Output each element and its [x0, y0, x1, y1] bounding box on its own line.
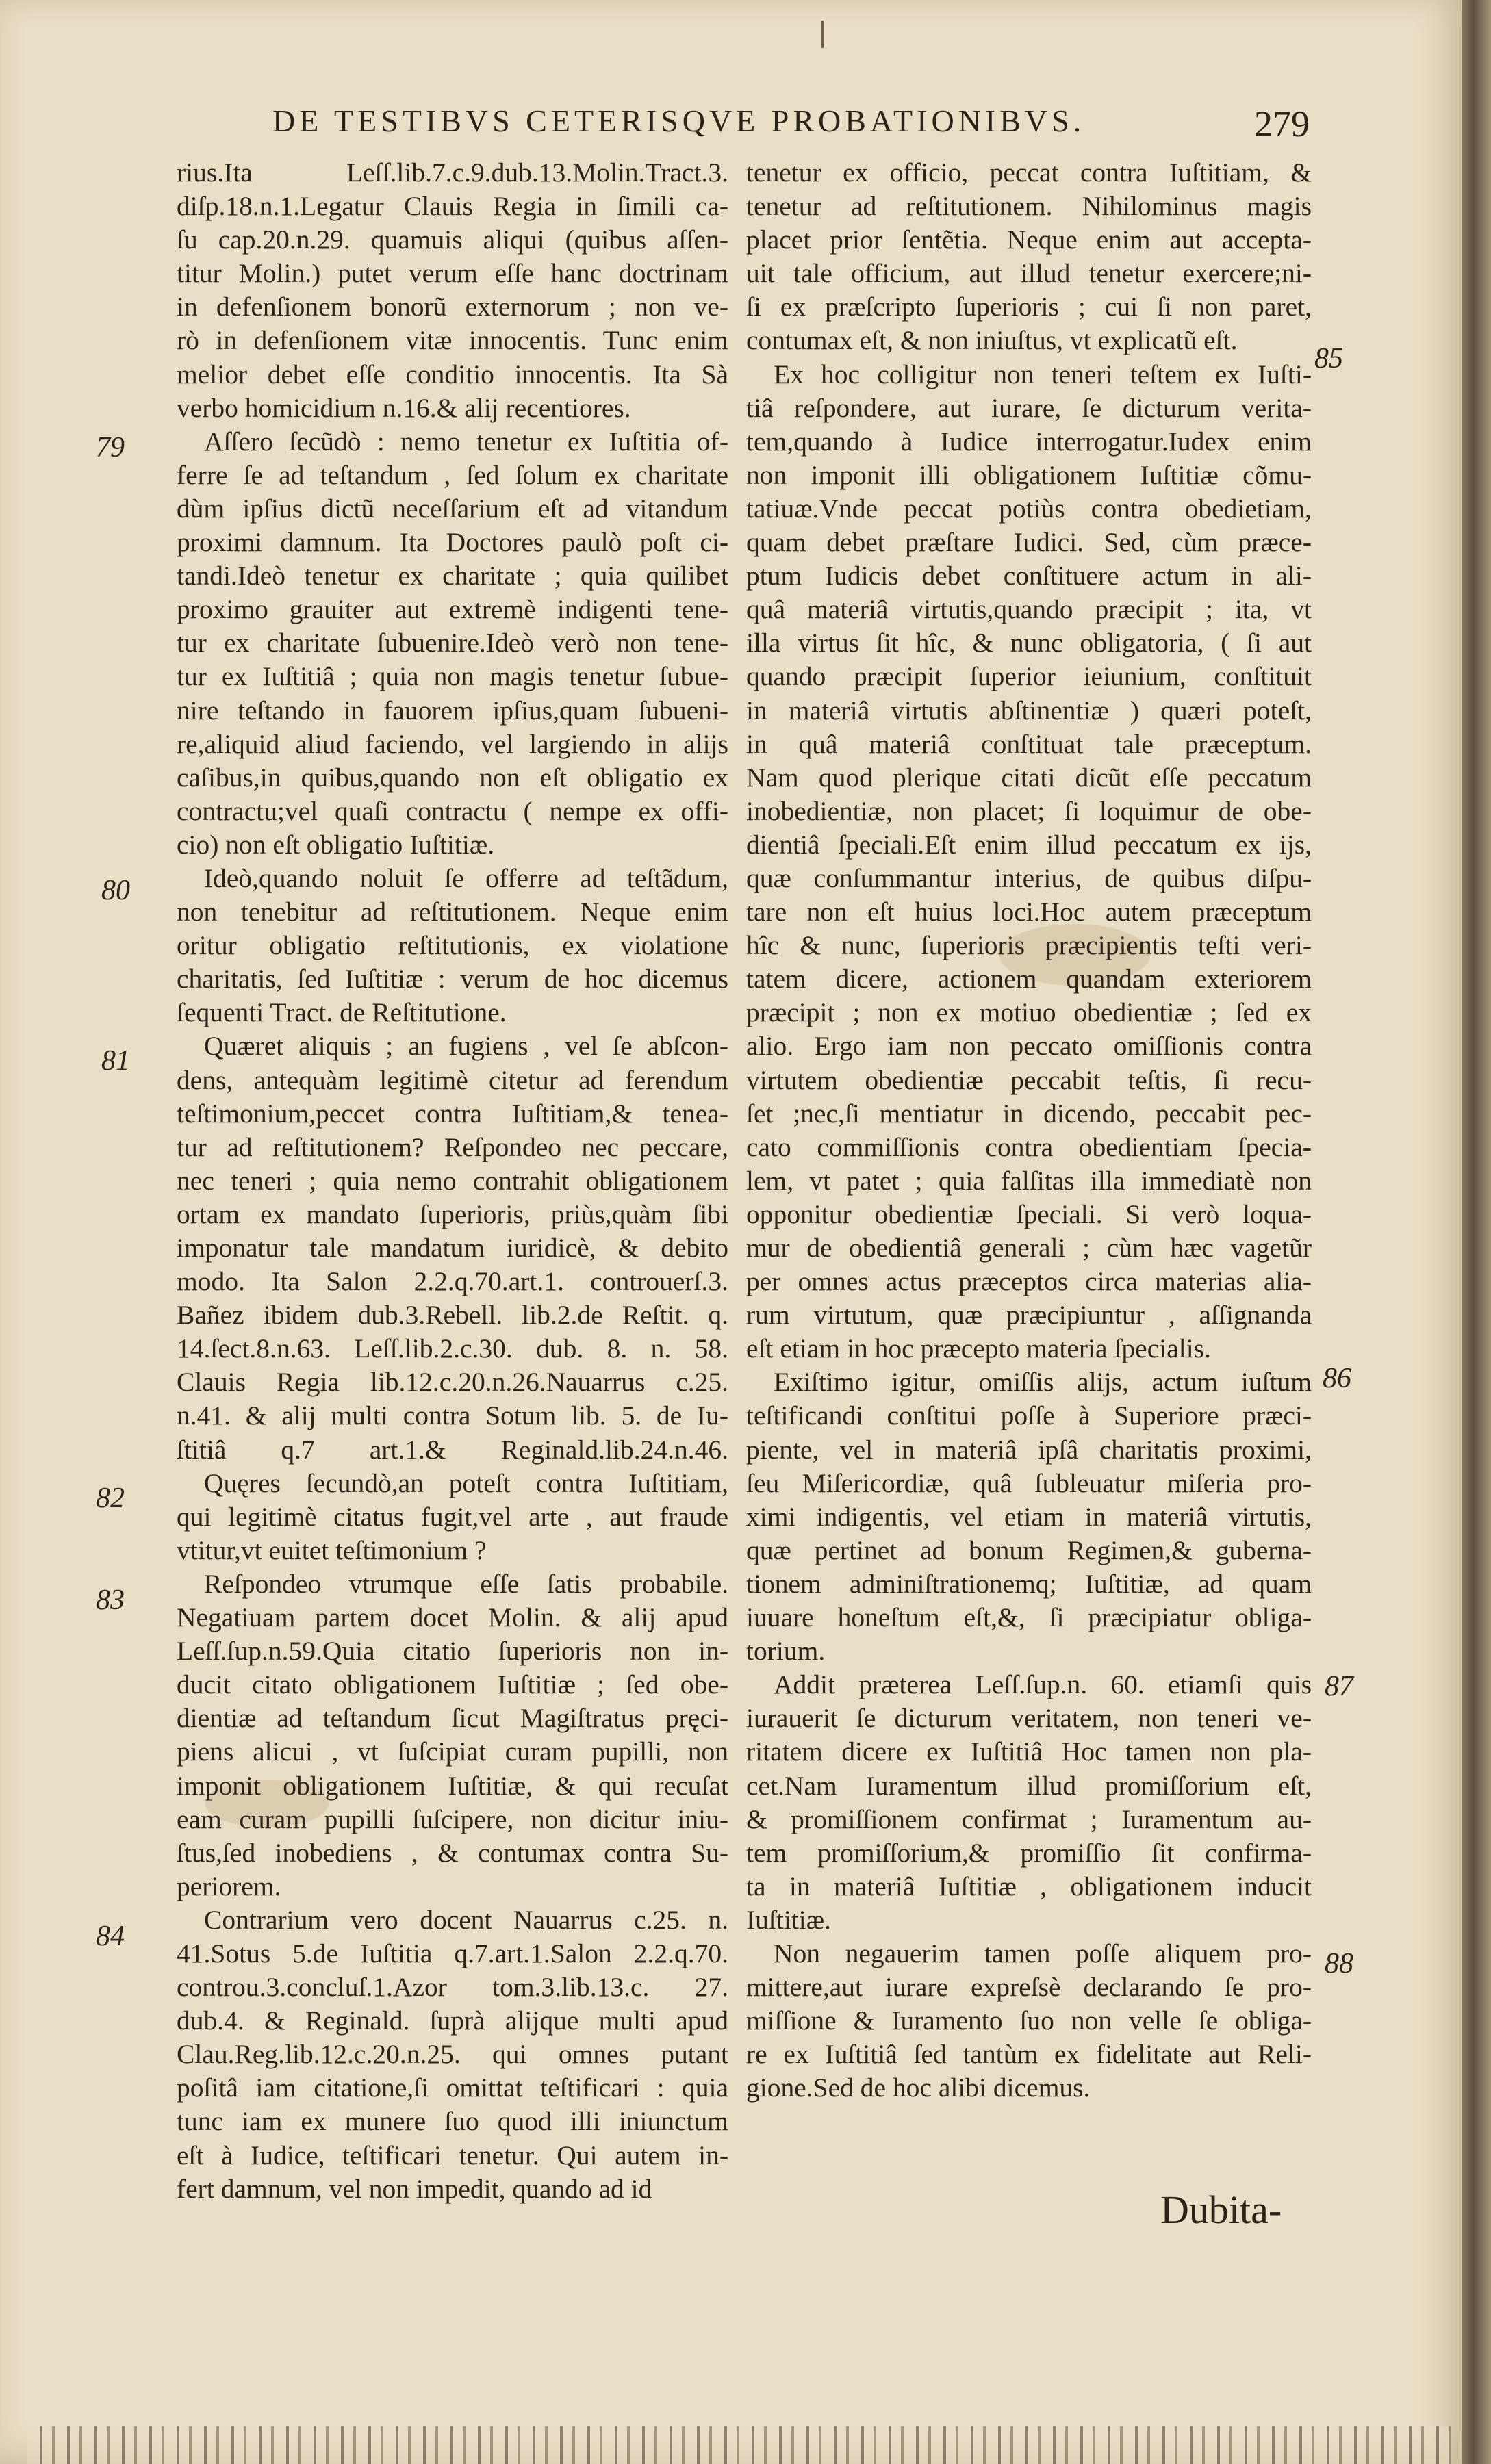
- text-line: ſequenti Tract. de Reſtitutione.: [177, 997, 507, 1028]
- text-line: ptum Iudicis debet conſtituere actum in ali-: [746, 561, 1312, 591]
- text-line: quæ pertinet ad bonum Regimen,& guberna-: [746, 1535, 1312, 1565]
- text-line: imponit obligationem Iuſtitiæ, & qui recuſat: [177, 1770, 728, 1801]
- page-number: 279: [1254, 103, 1310, 144]
- text-line: per omnes actus præceptos circa materias alia-: [746, 1266, 1312, 1297]
- text-line: verbo homicidium n.16.& alij recentiores.: [177, 392, 631, 423]
- text-line: tur ex Iuſtitiâ ; quia non magis tenetur ſubue-: [177, 661, 728, 692]
- text-line: quæ conſummantur interius, de quibus diſpu-: [746, 862, 1312, 893]
- text-line: fert damnum, vel non impedit, quando ad id: [177, 2173, 652, 2204]
- text-line: proximi damnum. Ita Doctores paulò poſt ci-: [177, 527, 728, 558]
- text-line: virtutem obedientiæ peccabit teſtis, ſi recu-: [746, 1064, 1312, 1095]
- text-line: eſt etiam in hoc præcepto materia ſpecialis.: [746, 1333, 1211, 1364]
- text-line: periorem.: [177, 1871, 281, 1901]
- text-line: ferre ſe ad teſtandum , ſed ſolum ex charitate: [177, 459, 728, 490]
- text-line: Iuſtitiæ.: [746, 1904, 831, 1935]
- text-line: non tenebitur ad reſtitutionem. Neque enim: [177, 897, 728, 927]
- margin-number: 79: [96, 432, 125, 463]
- margin-number: 87: [1325, 1671, 1353, 1702]
- text-line: in defenſionem bonorũ externorum ; non ve-: [177, 292, 728, 322]
- text-line: Quęres ſecundò,an poteſt contra Iuſtitiam,: [204, 1467, 728, 1498]
- text-line: dientiæ ad teſtandum ſicut Magiſtratus pręci-: [177, 1703, 728, 1734]
- text-line: gione.Sed de hoc alibi dicemus.: [746, 2072, 1091, 2103]
- text-line: contumax eſt, & non iniuſtus, vt explicatũ eſt.: [746, 325, 1238, 356]
- margin-number: 86: [1323, 1363, 1351, 1394]
- text-line: controu.3.concluſ.1.Azor tom.3.lib.13.c. 27.: [177, 1972, 728, 2003]
- text-line: tenetur ex officio, peccat contra Iuſtitiam, &: [746, 157, 1312, 188]
- text-line: tur ex charitate ſubuenire.Ideò verò non tene-: [177, 628, 728, 658]
- text-line: illa virtus ſit hîc, & nunc obligatoria, ( ſi aut: [746, 628, 1312, 658]
- text-line: lem, vt patet ; quia falſitas illa immediatè non: [746, 1165, 1312, 1196]
- text-line: præcipit ; non ex motiuo obedientiæ ; ſed ex: [746, 997, 1312, 1028]
- page-mark: [821, 21, 824, 48]
- text-line: ximi indigentis, vel etiam in materiâ virtutis,: [746, 1501, 1312, 1532]
- text-line: 41.Sotus 5.de Iuſtitia q.7.art.1.Salon 2.2.q.70.: [177, 1938, 728, 1968]
- text-line: in materiâ virtutis abſtinentiæ ) quæri poteſt,: [746, 695, 1312, 726]
- text-line: vtitur,vt euitet teſtimonium ?: [177, 1535, 487, 1565]
- text-line: Ideò,quando noluit ſe offerre ad teſtãdum,: [204, 862, 728, 893]
- text-line: opponitur obedientiæ ſpeciali. Si verò loqua-: [746, 1198, 1312, 1229]
- text-line: Quæret aliquis ; an fugiens , vel ſe abſcon-: [204, 1031, 728, 1062]
- book-edge: [1462, 0, 1491, 2464]
- text-line: dens, antequàm legitimè citetur ad ferendum: [177, 1064, 728, 1095]
- text-line: diſp.18.n.1.Legatur Clauis Regia in ſimili ca-: [177, 191, 728, 222]
- text-line: ortam ex mandato ſuperioris, priùs,quàm ſibi: [177, 1198, 728, 1229]
- text-line: alio. Ergo iam non peccato omiſſionis contra: [746, 1031, 1312, 1062]
- text-line: Clau.Reg.lib.12.c.20.n.25. qui omnes putant: [177, 2039, 728, 2070]
- text-line: imponatur tale mandatum iuridicè, & debito: [177, 1233, 728, 1263]
- text-line: eſt à Iudice, teſtificari tenetur. Qui autem in-: [177, 2140, 728, 2170]
- text-line: rò in defenſionem vitæ innocentis. Tunc enim: [177, 325, 728, 356]
- text-line: cet.Nam Iuramentum illud promiſſorium eſt,: [746, 1770, 1312, 1801]
- text-line: torium.: [746, 1636, 826, 1667]
- text-line: ſtus,ſed inobediens , & contumax contra Su-: [177, 1837, 728, 1868]
- text-line: Bañez ibidem dub.3.Rebell. lib.2.de Reſtit. q.: [177, 1300, 728, 1331]
- text-line: cato commiſſionis contra obedientiam ſpecia-: [746, 1131, 1312, 1162]
- text-line: & promiſſionem confirmat ; Iuramentum au-: [746, 1804, 1312, 1834]
- text-line: tatiuæ.Vnde peccat potiùs contra obedietiam,: [746, 493, 1312, 524]
- text-line: ducit citato obligationem Iuſtitiæ ; ſed obe-: [177, 1669, 728, 1700]
- catchword: Dubita-: [1160, 2187, 1282, 2232]
- margin-number: 83: [96, 1584, 125, 1616]
- text-line: Leſſ.ſup.n.59.Quia citatio ſuperioris non in-: [177, 1636, 728, 1667]
- text-line: hîc & nunc, ſuperioris præcipientis teſti veri-: [746, 930, 1312, 961]
- text-line: ſu cap.20.n.29. quamuis aliqui (quibus aſſen-: [177, 224, 728, 255]
- right-column: [746, 156, 1312, 2105]
- text-line: melior debet eſſe conditio innocentis. Ita Sà: [177, 359, 728, 389]
- text-line: re,aliquid aliud faciendo, vel largiendo in alijs: [177, 728, 728, 759]
- text-line: Exiſtimo igitur, omiſſis alijs, actum iuſtum: [774, 1367, 1312, 1398]
- text-line: tem,quando à Iudice interrogatur.Iudex enim: [746, 426, 1312, 457]
- text-line: Reſpondeo vtrumque eſſe ſatis probabile.: [204, 1568, 728, 1599]
- text-line: Clauis Regia lib.12.c.20.n.26.Nauarrus c.25.: [177, 1367, 728, 1398]
- text-line: teſtimonium,peccet contra Iuſtitiam,& tenea-: [177, 1098, 728, 1129]
- margin-number: 88: [1325, 1948, 1353, 1979]
- text-line: nire teſtando in fauorem ipſius,quam ſubueni-: [177, 695, 728, 726]
- text-line: quam debet præſtare Iudici. Sed, cùm præce-: [746, 527, 1312, 558]
- margin-number: 84: [96, 1921, 125, 1952]
- text-line: oritur obligatio reſtitutionis, ex violatione: [177, 930, 728, 961]
- text-line: charitatis, ſed Iuſtitiæ : verum de hoc dicemus: [177, 964, 728, 994]
- text-line: Addit præterea Leſſ.ſup.n. 60. etiamſi quis: [774, 1669, 1312, 1700]
- text-line: placet prior ſentẽtia. Neque enim aut accepta-: [746, 224, 1312, 255]
- text-line: Nam quod plerique citati dicũt eſſe peccatum: [746, 762, 1312, 793]
- text-line: Contrarium vero docent Nauarrus c.25. n.: [204, 1904, 728, 1935]
- margin-number: 80: [101, 875, 130, 906]
- left-column: [177, 156, 728, 2206]
- text-line: iurauerit ſe dicturum veritatem, non teneri ve-: [746, 1703, 1312, 1734]
- margin-number: 81: [101, 1045, 130, 1077]
- text-line: ſi ex præſcripto ſuperioris ; cui ſi non paret,: [746, 292, 1312, 322]
- text-line: iuuare honeſtum eſt,&, ſi præcipiatur obliga-: [746, 1602, 1312, 1633]
- text-line: tiâ reſpondere, aut iurare, ſe dicturum verita-: [746, 392, 1312, 423]
- text-line: in quâ materiâ conſtituat tale præceptum.: [746, 728, 1312, 759]
- text-line: ta in materiâ Iuſtitiæ , obligationem inducit: [746, 1871, 1312, 1901]
- text-line: tare non eſt huius loci.Hoc autem præceptum: [746, 897, 1312, 927]
- text-line: tatem dicere, actionem quandam exteriorem: [746, 964, 1312, 994]
- text-line: nec teneri ; quia nemo contrahit obligationem: [177, 1165, 728, 1196]
- text-line: dub.4. & Reginald. ſuprà alijque multi apud: [177, 2005, 728, 2036]
- text-line: teſtificandi conſtitui poſſe à Superiore præci-: [746, 1400, 1312, 1431]
- text-line: tunc iam ex munere ſuo quod illi iniunctum: [177, 2106, 728, 2137]
- text-line: Negatiuam partem docet Molin. & alij apud: [177, 1602, 728, 1633]
- text-line: qui legitimè citatus fugit,vel arte , aut fraude: [177, 1501, 728, 1532]
- text-line: tenetur ad reſtitutionem. Nihilominus magis: [746, 191, 1312, 222]
- text-line: tionem adminiſtrationemq; Iuſtitiæ, ad quam: [746, 1568, 1312, 1599]
- text-line: contractu;vel quaſi contractu ( nempe ex offi-: [177, 795, 728, 826]
- text-line: cio) non eſt obligatio Iuſtitiæ.: [177, 829, 495, 860]
- text-line: ſet ;nec,ſi mentiatur in dicendo, peccabit pec-: [746, 1098, 1312, 1129]
- text-line: proximo grauiter aut extremè indigenti tene-: [177, 594, 728, 625]
- text-line: ſtitiâ q.7 art.1.& Reginald.lib.24.n.46.: [177, 1434, 728, 1465]
- text-line: mur de obedientiâ generali ; cùm hæc vagetũr: [746, 1233, 1312, 1263]
- text-line: caſibus,in quibus,quando non eſt obligatio ex: [177, 762, 728, 793]
- text-line: piente, vel in materiâ ipſâ charitatis proximi,: [746, 1434, 1312, 1465]
- text-line: quâ materiâ virtutis,quando præcipit ; ita, vt: [746, 594, 1312, 625]
- text-line: rum virtutum, quæ præcipiuntur , aſſignanda: [746, 1300, 1312, 1331]
- text-line: ritatem dicere ex Iuſtitiâ Hoc tamen non pla-: [746, 1736, 1312, 1767]
- text-line: 14.ſect.8.n.63. Leſſ.lib.2.c.30. dub. 8. n. 58.: [177, 1333, 728, 1364]
- text-line: quando præcipit ſuperior ieiunium, conſtituit: [746, 661, 1312, 692]
- text-line: eam curam pupilli ſuſcipere, non dicitur iniu-: [177, 1804, 728, 1834]
- running-head: DE TESTIBVS CETERISQVE PROBATIONIBVS.: [272, 103, 1086, 138]
- text-line: Ex hoc colligitur non teneri teſtem ex Iuſti-: [774, 359, 1312, 389]
- text-line: miſſione & Iuramento ſuo non velle ſe obliga-: [746, 2005, 1312, 2036]
- text-line: re ex Iuſtitiâ ſed tantùm ex fidelitate aut Reli-: [746, 2039, 1312, 2070]
- text-line: mittere,aut iurare expreſsè declarando ſe pro-: [746, 1972, 1312, 2003]
- text-line: dientiâ ſpeciali.Eſt enim illud peccatum ex ijs,: [746, 829, 1312, 860]
- text-line: tem promiſſorium,& promiſſio ſit confirma-: [746, 1837, 1312, 1868]
- margin-number: 85: [1314, 343, 1343, 374]
- text-line: Aſſero ſecũdò : nemo tenetur ex Iuſtitia of-: [204, 426, 728, 457]
- text-line: rius.Ita Leſſ.lib.7.c.9.dub.13.Molin.Tract.3.: [177, 157, 728, 188]
- text-line: n.41. & alij multi contra Sotum lib. 5. de Iu-: [177, 1400, 728, 1431]
- text-line: non imponit illi obligationem Iuſtitiæ cõmu-: [746, 459, 1312, 490]
- margin-number: 82: [96, 1483, 125, 1514]
- text-line: Non negauerim tamen poſſe aliquem pro-: [774, 1938, 1312, 1968]
- text-line: tur ad reſtitutionem? Reſpondeo nec peccare,: [177, 1131, 728, 1162]
- text-line: piens alicui , vt ſuſcipiat curam pupilli, non: [177, 1736, 728, 1767]
- text-line: uit tale officium, aut illud tenetur exercere;ni-: [746, 258, 1312, 289]
- text-line: dùm ipſius dictũ neceſſarium eſt ad vitandum: [177, 493, 728, 524]
- page-ornament: [27, 2426, 1451, 2464]
- text-line: ſeu Miſericordiæ, quâ ſubleuatur miſeria pro-: [746, 1467, 1312, 1498]
- text-line: modo. Ita Salon 2.2.q.70.art.1. controuerſ.3.: [177, 1266, 728, 1297]
- text-line: tandi.Ideò tenetur ex charitate ; quia quilibet: [177, 561, 728, 591]
- text-line: poſitâ iam citatione,ſi omittat teſtificari : quia: [177, 2072, 728, 2103]
- text-line: titur Molin.) putet verum eſſe hanc doctrinam: [177, 258, 728, 289]
- text-line: inobedientiæ, non placet; ſi loquimur de obe-: [746, 795, 1312, 826]
